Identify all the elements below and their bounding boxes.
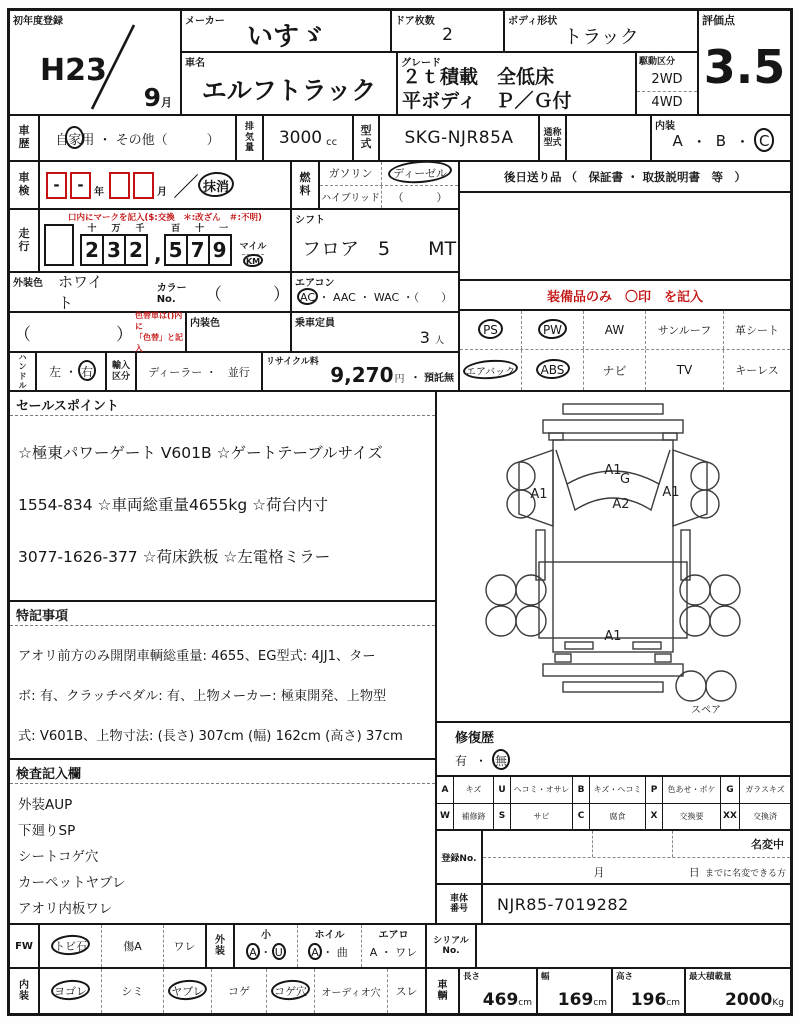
interior-color-label: 内装色 — [190, 318, 220, 330]
repaint-cell — [10, 310, 187, 354]
exterior-color-value: ホワイト — [58, 273, 103, 313]
odometer-extra-box — [44, 224, 74, 266]
drive-type-label: 駆動区分 — [639, 57, 676, 67]
odometer-note: 口内にマークを記入($:交換 ＊:改ざん ＃:不明) — [68, 213, 262, 224]
later-items-note: 後日送り品 （ 保証書 ・ 取扱説明書 等 ） — [460, 162, 790, 193]
interior-stain: シミ — [121, 985, 144, 998]
notes-line: 式: V601B、上物寸法: (長さ) 307cm (幅) 162cm (高さ) 37cm — [18, 728, 403, 744]
fuel-gasoline: ガソリン — [320, 162, 382, 185]
circle-mark-no-repair: 無 — [495, 754, 508, 768]
shaken-cell: - - 年 月 ／ 抹消 — [40, 162, 292, 208]
equip-tv: TV — [676, 363, 693, 377]
dims-length-cell: 長さ 469cm — [460, 969, 538, 1013]
inspection-line: 下廻りSP — [18, 823, 76, 839]
sales-points-section — [10, 392, 435, 602]
handle-label: ハンドル — [10, 353, 37, 390]
inspection-line: 外装AUP — [18, 797, 73, 813]
capacity-cell: 乗車定員 3 人 — [292, 313, 458, 351]
sales-line: ☆極東パワーゲート V601B ☆ゲートテーブルサイズ — [18, 444, 383, 462]
equip-airbag: エアバック — [466, 363, 515, 378]
exterior-row-label: 外装 — [207, 925, 235, 967]
history-cell: 自 家 用 ・ その他（ ） — [40, 116, 237, 160]
shaken-year-box1: - — [46, 172, 67, 199]
fw-label: FW — [10, 925, 40, 967]
circle-mark-ac: AC — [300, 291, 316, 305]
grade-value: ２ｔ積載 全低床 平ボディ Ｐ／Ｇ付 — [402, 66, 572, 112]
circle-mark-small-a: A — [249, 946, 257, 959]
recycle-fee-amount: 9,270 — [330, 363, 394, 387]
dims-length-value: 469 — [482, 990, 519, 1010]
score-cell — [699, 11, 790, 114]
equipment-header: 装備品のみ 〇印 を記入 — [460, 281, 790, 311]
first-registration-cell — [10, 11, 182, 114]
interior-dirt: ヨゴレ — [54, 985, 87, 998]
aircon-label: エアコン — [295, 278, 335, 290]
fuel-label: 燃料 — [292, 162, 320, 208]
history-label: 車歴 — [10, 116, 40, 160]
color-no-label: カラーNo. — [156, 283, 187, 306]
shaken-year-box2: - — [70, 172, 91, 199]
exterior-color-cell — [10, 273, 292, 311]
repaint-note: 色替車は()内に 「色替」と記入 — [135, 310, 183, 354]
equip-ps: PS — [483, 323, 498, 337]
odometer-cell: 口内にマークを記入($:交換 ＊:改ざん ＃:不明) 十 万 千 2 3 2 , 百 十 一 5 7 9 マイル KM — [40, 210, 292, 271]
odometer-group-1: 十 万 千 2 3 2 — [80, 225, 152, 266]
interior-scuff: スレ — [395, 985, 418, 998]
car-name-label: 車名 — [185, 58, 205, 69]
dims-width-cell: 幅 169cm — [538, 969, 613, 1013]
special-notes-section — [10, 602, 435, 760]
mile-km-selector: マイル KM — [239, 242, 267, 267]
fw-crack: ワレ — [173, 940, 196, 953]
capacity-label: 乗車定員 — [295, 318, 335, 330]
renaming-status: 名変中 — [751, 837, 784, 851]
displacement-label: 排気量 — [237, 116, 264, 160]
fw-scratch-a: 傷A — [123, 940, 142, 953]
interior-audio-hole: オーディオ穴 — [321, 987, 381, 999]
capacity-value: 3 — [419, 328, 430, 348]
diagram-mark-front: A1 — [604, 463, 622, 478]
payload-value: 2000 — [725, 990, 773, 1010]
import-cell: ディーラー ・ 並行 — [137, 353, 263, 390]
chassis-number-label: 車体番号 — [437, 885, 483, 923]
body-shape-cell — [505, 11, 697, 51]
sales-points-title: セールスポイント — [10, 392, 435, 416]
inspection-line: シートコゲ穴 — [18, 849, 99, 865]
registration-label: 登録No. — [437, 831, 483, 883]
equip-pw: PW — [542, 323, 563, 337]
payload-cell: 最大積載量 2000Kg — [689, 972, 784, 1010]
inspection-line: カーペットヤブレ — [18, 875, 126, 891]
grade-cell — [398, 53, 637, 114]
alias-model-cell — [567, 116, 652, 160]
fuel-other: （ ） — [392, 190, 448, 204]
damage-diagram-panel — [437, 392, 790, 723]
score-value: 3.5 — [703, 39, 786, 94]
circle-mark-wheel-a: A — [311, 946, 319, 959]
equipment-row-1 — [460, 311, 790, 350]
model-code-cell: SKG-NJR85A — [380, 116, 540, 160]
fuel-grid — [320, 162, 458, 208]
exterior-small-cell: 小 A ・ U — [235, 925, 298, 967]
body-shape-value: トラック — [563, 25, 639, 48]
interior-grade-cell: 内装 A ・ B ・ C — [652, 116, 790, 160]
maker-value: いすゞ — [246, 21, 325, 52]
repaint-paren: （ ） — [14, 324, 133, 345]
registration-block: 登録No. 名変中 月 日 までに名変できる方 — [437, 831, 790, 885]
special-notes-title: 特記事項 — [10, 602, 435, 626]
drive-2wd: 2WD — [637, 68, 697, 92]
chassis-number-block — [437, 885, 790, 923]
circle-mark-diesel: ディーゼル — [393, 167, 447, 181]
circle-mark-deregistered: 抹消 — [203, 176, 229, 195]
color-no-value: （ ） — [205, 284, 290, 305]
diagram-mark-glass: G — [619, 472, 631, 487]
equipment-row-2 — [460, 350, 790, 390]
notes-line: アオリ前方のみ開閉車輌総重量: 4655、EG型式: 4JJ1、ター — [18, 648, 376, 664]
doors-label: ドア枚数 — [395, 16, 435, 27]
maker-cell — [182, 11, 392, 51]
shaken-month-box2 — [133, 172, 154, 199]
repair-history-cell: 修復歴 有 ・ 無 — [437, 723, 790, 777]
interior-color-cell — [187, 313, 292, 351]
equip-navi: ナビ — [602, 363, 627, 378]
notes-line: ボ: 有、クラッチペダル: 有、上物メーカー: 極東開発、上物型 — [18, 688, 387, 704]
shaken-slash: ／ — [173, 172, 200, 203]
car-name-value: エルフトラック — [201, 75, 377, 105]
grade-label: グレード — [401, 58, 441, 69]
body-shape-label: ボディ形状 — [508, 16, 558, 27]
sheet-frame — [7, 8, 793, 1016]
diagram-mark-left: A1 — [530, 487, 548, 502]
equip-leather-seat: 革シート — [735, 324, 779, 337]
circle-mark-right-handle: 右 — [81, 365, 94, 380]
truck-diagram — [437, 392, 790, 721]
interior-row-label: 内装 — [10, 969, 40, 1013]
dims-height-cell: 高さ 196cm — [613, 969, 686, 1013]
shaken-label: 車検 — [10, 162, 40, 208]
later-items-blank-area — [460, 193, 790, 281]
diagram-spare-label: スペア — [691, 705, 721, 716]
drive-4wd: 4WD — [651, 95, 683, 111]
mileage-label: 走行 — [10, 210, 40, 271]
sales-line: 3077-1626-377 ☆荷床鉄板 ☆左電格ミラー — [18, 548, 331, 566]
repair-history-label: 修復歴 — [455, 731, 495, 746]
recycle-fee-label: リサイクル料 — [266, 357, 319, 368]
sales-line: 1554-834 ☆車両総重量4655kg ☆荷台内寸 — [18, 496, 329, 514]
first-registration-month: 9月 — [143, 83, 172, 112]
drive-type-cell — [637, 53, 697, 114]
shift-label: シフト — [295, 215, 325, 227]
equip-sunroof: サンルーフ — [657, 324, 712, 337]
doors-value: 2 — [442, 25, 453, 45]
interior-grade-label: 内装 — [655, 121, 675, 132]
model-code-label: 型式 — [354, 116, 380, 160]
interior-burn-hole: コゲ穴 — [274, 985, 307, 998]
displacement-cell: 3000 cc — [264, 116, 354, 160]
serial-no-label: シリアルNo. — [427, 925, 477, 967]
wheel-damage-cell: ホイル A ・ 曲 — [298, 925, 362, 967]
import-label: 輸入区分 — [107, 353, 137, 390]
fw-stone-chip: トビ石 — [54, 940, 87, 953]
circle-mark-small-u: U — [274, 946, 283, 959]
doors-cell — [392, 11, 505, 51]
first-registration-label: 初年度登録 — [13, 16, 63, 27]
first-registration-year: H23 — [40, 53, 107, 88]
diagram-mark-rear: A1 — [604, 629, 622, 644]
maker-label: メーカー — [185, 16, 225, 27]
serial-no-value — [477, 925, 790, 967]
fuel-hybrid: ハイブリッド — [320, 186, 382, 209]
circle-mark-private-use: 家 — [68, 129, 81, 148]
dims-label: 車輌 — [427, 969, 460, 1013]
circle-mark-interior-c: C — [759, 132, 770, 150]
recycle-deposit-status: ・ 預託無 — [410, 373, 454, 384]
recycle-fee-cell: リサイクル料 9,270 円 ・ 預託無 — [263, 353, 458, 390]
dims-width-value: 169 — [557, 990, 594, 1010]
equip-keyless: キーレス — [735, 364, 779, 377]
shift-cell — [292, 210, 458, 271]
chassis-number-value: NJR85-7019282 — [497, 894, 629, 914]
alias-model-label: 通称型式 — [540, 116, 567, 160]
circle-mark-km: KM — [245, 257, 261, 267]
interior-burn: コゲ — [228, 985, 250, 998]
equip-aw: AW — [604, 323, 625, 337]
equip-abs: ABS — [540, 363, 565, 377]
inspector-notes-title: 検査記入欄 — [10, 760, 435, 784]
score-label: 評価点 — [702, 14, 735, 27]
interior-tear: ヤブレ — [171, 985, 204, 998]
diagram-mark-right: A1 — [662, 485, 680, 500]
aircon-cell: エアコン AC ・ AAC ・ WAC ・（ ） — [292, 273, 458, 311]
odometer-group-2: 百 十 一 5 7 9 — [164, 225, 236, 266]
diagram-mark-a2: A2 — [612, 497, 630, 512]
inspection-line: アオリ内板ワレ — [18, 901, 113, 917]
shift-value: フロア 5 MT — [302, 238, 457, 261]
car-name-cell — [182, 53, 398, 114]
exterior-color-label: 外装色 — [13, 278, 43, 290]
handle-cell: 左 ・ 右 — [37, 353, 107, 390]
dims-height-value: 196 — [630, 990, 667, 1010]
inspector-notes-section — [10, 760, 435, 923]
damage-code-legend: A キズ U ヘコミ・オサレ B キズ・ヘコミ P 色あせ・ボケ G ガラスキズ W 補修跡 S サビ C 腐食 X 交換要 XX 交換済 — [437, 777, 790, 831]
aero-damage-cell: エアロ A ・ ワレ — [362, 925, 427, 967]
shaken-month-box1 — [109, 172, 130, 199]
